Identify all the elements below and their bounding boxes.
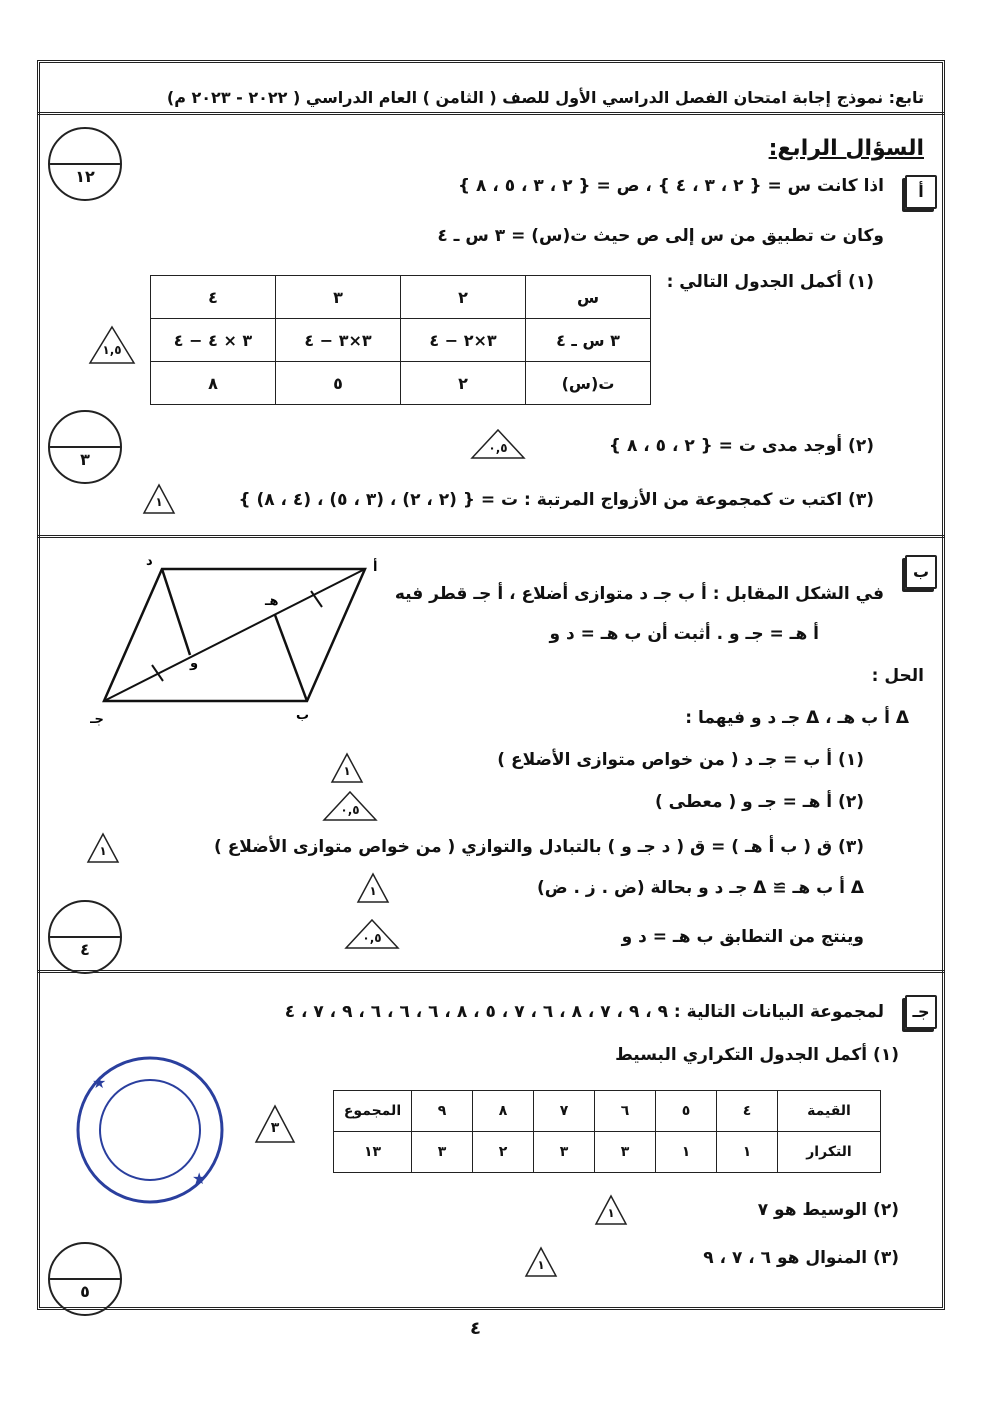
proof-step-1: (١) أ ب = جـ د ( من خواص متوازى الأضلاع )	[497, 750, 864, 770]
mark-triangle: ٣	[254, 1104, 296, 1144]
mark-triangle: ١	[86, 832, 120, 864]
section-divider-a	[37, 535, 945, 538]
proof-intro: Δ أ ب هـ ، Δ جـ د و فيهما :	[685, 708, 909, 728]
part-c-median: (٢) الوسيط هو ٧	[757, 1200, 899, 1220]
score-circle: ٤	[48, 900, 122, 974]
school-stamp	[72, 1052, 228, 1208]
mark-triangle: ١	[142, 483, 176, 515]
mark-triangle: ٠,٥	[322, 790, 378, 822]
score-circle: ١٢	[48, 127, 122, 201]
part-a-item3: (٣) اكتب ت كمجموعة من الأزواج المرتبة : ت = { (٢ ، ٢) ، (٣ ، ٥) ، (٤ ، ٨) }	[238, 490, 874, 510]
mark-triangle: ١	[330, 752, 364, 784]
header-divider	[37, 112, 945, 115]
mark-triangle: ١	[594, 1194, 628, 1226]
part-c-item1: (١) أكمل الجدول التكراري البسيط	[615, 1045, 899, 1065]
question-title: السؤال الرابع:	[768, 136, 924, 161]
mapping-table: س ٢ ٣ ٤ ٣ س ـ ٤ ٣×٢ − ٤ ٣×٣ − ٤ ٣ × ٤ − ٤ ت(س) ٢ ٥ ٨	[150, 275, 651, 405]
vertex-b: ب	[296, 708, 310, 723]
part-b-line2: أ هـ = جـ و . أثبت أن ب هـ = د و	[549, 624, 819, 644]
mark-triangle: ١	[524, 1246, 558, 1278]
part-a-item2: (٢) أوجد مدى ت = { ٢ ، ٥ ، ٨ }	[608, 436, 874, 456]
part-a-line1: اذا كانت س = { ٢ ، ٣ ، ٤ } ، ص = { ٢ ، ٣ ، ٥ ، ٨ }	[458, 176, 884, 196]
proof-step-3: (٣) ق ( ب أ هـ ) = ق ( د جـ و ) بالتبادل والتوازي ( من خواص متوازى الأضلاع )	[214, 837, 864, 857]
page-number: ٤	[470, 1318, 481, 1339]
part-b-label: ب	[905, 555, 937, 589]
part-c-label: جـ	[905, 995, 937, 1029]
proof-step-2: (٢) أ هـ = جـ و ( معطى )	[654, 792, 864, 812]
mark-triangle: ١	[356, 872, 390, 904]
header-title: تابع: نموذج إجابة امتحان الفصل الدراسي الأول للصف ( الثامن ) العام الدراسي ( ٢٠٢٢ - ٢٠٢٣ م)	[166, 88, 924, 107]
vertex-c: جـ	[90, 712, 104, 727]
vertex-a: أ	[373, 560, 378, 575]
mark-triangle: ٠,٥	[344, 918, 400, 950]
parallelogram-figure	[90, 555, 390, 730]
mark-triangle: ١,٥	[88, 325, 136, 365]
point-w: و	[190, 656, 199, 671]
data-set-line: لمجموعة البيانات التالية : ٩ ، ٩ ، ٧ ، ٨ ، ٦ ، ٧ ، ٥ ، ٨ ، ٦ ، ٦ ، ٦ ، ٩ ، ٧ ، ٤	[284, 1002, 884, 1022]
mark-triangle: ٠,٥	[470, 428, 526, 460]
part-c-mode: (٣) المنوال هو ٦ ، ٧ ، ٩	[703, 1248, 899, 1268]
part-b-line1: في الشكل المقابل : أ ب جـ د متوازى أضلاع ، أ جـ قطر فيه	[394, 584, 884, 604]
score-circle: ٣	[48, 410, 122, 484]
proof-congruence: Δ أ ب هـ ≅ Δ جـ د و بحالة (ض . ز . ض)	[536, 878, 864, 898]
part-a-line2: وكان ت تطبيق من س إلى ص حيث ت(س) = ٣ س ـ ٤	[437, 226, 884, 246]
section-divider-b	[37, 970, 945, 973]
proof-conclusion: وينتج من التطابق ب هـ = د و	[621, 927, 864, 947]
score-circle: ٥	[48, 1242, 122, 1316]
point-h: هـ	[265, 594, 279, 609]
frequency-table: القيمة ٤ ٥ ٦ ٧ ٨ ٩ المجموع التكرار ١ ١ ٣ ٣ ٢ ٣ ١٣	[333, 1090, 881, 1173]
svg-text:★: ★	[192, 1169, 207, 1188]
solution-label: الحل :	[871, 666, 924, 686]
part-a-label: أ	[905, 175, 937, 209]
vertex-d: د	[146, 555, 153, 569]
part-a-item1: (١) أكمل الجدول التالي :	[666, 272, 874, 292]
svg-text:★: ★	[92, 1073, 107, 1092]
